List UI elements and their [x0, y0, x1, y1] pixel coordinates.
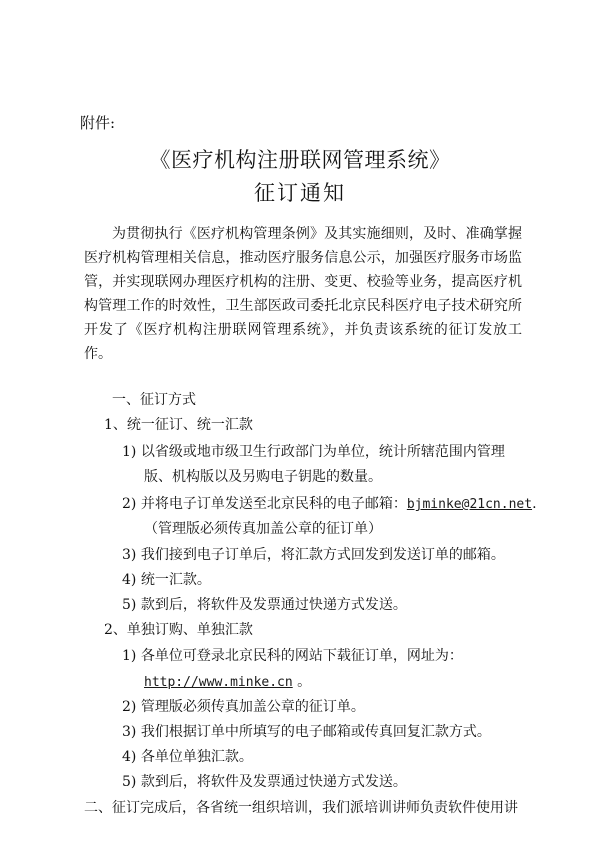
sub2-item1-line2 [144, 671, 311, 691]
sub1-item5: 5) 款到后，将软件及发票通过快递方式发送。 [122, 597, 407, 613]
sub1-item1-line1: 1) 以省级或地市级卫生行政部门为单位，统计所辖范围内管理 [122, 444, 505, 460]
sub2-item5: 5) 款到后，将软件及发票通过快递方式发送。 [122, 774, 407, 790]
sub2-item4: 4) 各单位单独汇款。 [122, 749, 253, 765]
sub1-item2-text: 2) 并将电子订单发送至北京民科的电子邮箱： [122, 496, 407, 512]
document-title: 《医疗机构注册联网管理系统》 [149, 148, 451, 172]
sub1-item2-suffix: . [532, 496, 537, 512]
sub1-item3: 3) 我们接到电子订单后，将汇款方式回发到发送订单的邮箱。 [122, 547, 505, 563]
sub2-item3: 3) 我们根据订单中所填写的电子邮箱或传真回复汇款方式。 [122, 724, 491, 740]
email-link[interactable]: bjminke@21cn.net [406, 497, 533, 512]
sub2-item1-line1: 1) 各单位可登录北京民科的网站下载征订单，网址为： [122, 648, 463, 664]
document-subtitle: 征订通知 [254, 181, 346, 205]
sub2-item1-suffix: 。 [292, 674, 312, 690]
section2-text: 二、征订完成后，各省统一组织培训，我们派培训讲师负责软件使用讲 [84, 800, 518, 816]
sub1-item2-line2: （管理版必须传真加盖公章的征订单） [144, 521, 382, 537]
sub1-item4: 4) 统一汇款。 [122, 572, 211, 588]
attachment-label: 附件: [80, 114, 116, 132]
intro-paragraph: 为贯彻执行《医疗机构管理条例》及其实施细则，及时、准确掌握医疗机构管理相关信息，推动医疗服务信息公示，加强医疗服务市场监管，并实现联网办理医疗机构的注册、变更、校验等业务，提高医疗机构管理工作的时效性，卫生部医政司委托北京民科医疗电子技术研究所开发了《医疗机构注册联网管理系统》，并负责该系统的征订发放工作。 [84, 226, 522, 362]
website-link[interactable]: http://www.minke.cn [144, 675, 293, 690]
sub1-item2 [122, 493, 537, 513]
sub1-item1-line2: 版、机构版以及另购电子钥匙的数量。 [144, 469, 382, 485]
subsection1-heading: 1、统一征订、统一汇款 [104, 417, 253, 433]
section1-heading: 一、征订方式 [112, 392, 196, 408]
subsection2-heading: 2、单独订购、单独汇款 [104, 622, 253, 638]
sub2-item2: 2) 管理版必须传真加盖公章的征订单。 [122, 699, 365, 715]
